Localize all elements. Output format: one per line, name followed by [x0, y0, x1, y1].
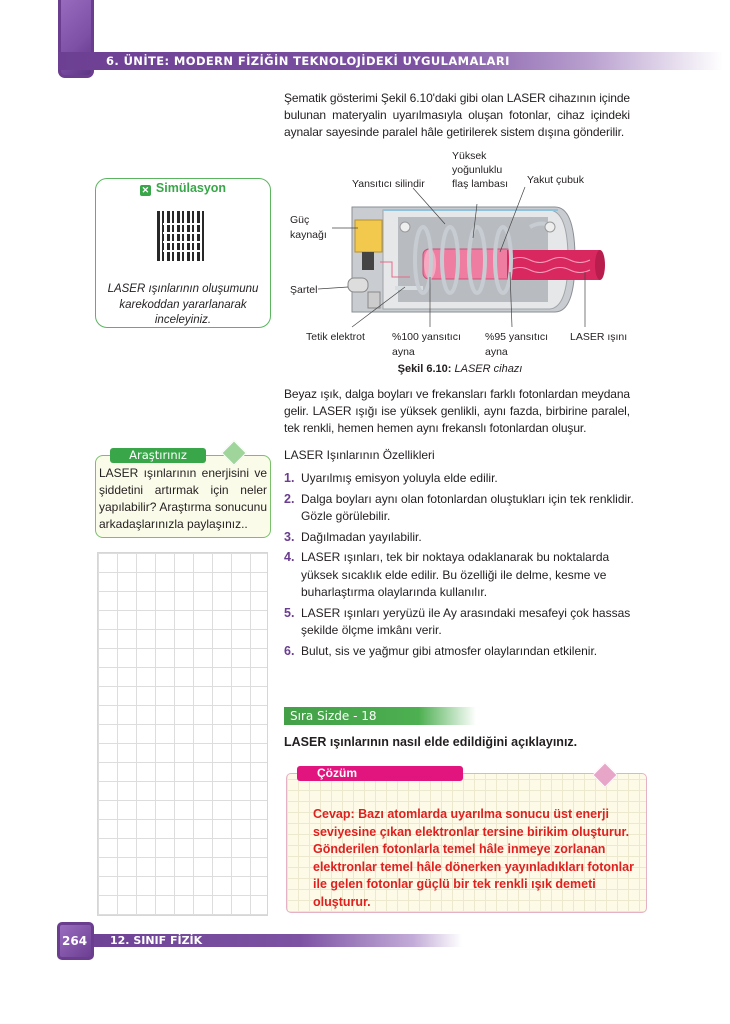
- label-flash-1: Yüksek: [452, 150, 487, 162]
- list-item: [284, 470, 634, 488]
- item-number: 1.: [284, 471, 295, 485]
- intro-paragraph: Şematik gösterimi Şekil 6.10'daki gibi olan LASER cihazının içinde bulunan materyalin uyarılmasıyla oluşan fotonlar, cihaz içindeki aynalar sayesinde paralel hâle getirilerek sistem dışına gönderilir.: [284, 91, 630, 139]
- exercise-title: Sıra Sizde - 18: [284, 707, 476, 725]
- label-flash-3: flaş lambası: [452, 178, 509, 190]
- laser-diagram: [280, 142, 640, 364]
- label-mirror100-1: %100 yansıtıcı: [392, 331, 461, 343]
- item-text: Bulut, sis ve yağmur gibi atmosfer olaylarından etkilenir.: [301, 643, 598, 658]
- item-text: Dalga boyları aynı olan fotonlardan oluştukları için tek renklidir. Gözle görülebilir.: [301, 491, 634, 523]
- notes-grid: [97, 552, 268, 916]
- solution-answer: Cevap: Bazı atomlarda uyarılma sonucu üst enerji seviyesine çıkan elektronlar tersine birikim oluşturur. Gönderilen fotonlarla temel hâle inmeye zorlanan elektronlar temel hâle dönerken yayınladıkları fotonlar ile gelen fotonlar güçlü bir tek renkli ışık demeti oluşturur.: [313, 807, 634, 909]
- laser-device-figure: [280, 142, 640, 364]
- item-text: LASER ışınları yeryüzü ile Ay arasındaki mesafeyi çok hassas şekilde ölçme imkânı verir.: [301, 605, 631, 637]
- label-trigger: Tetik elektrot: [306, 331, 365, 343]
- research-box: [95, 455, 271, 538]
- simulation-heading: [96, 181, 270, 196]
- simulation-icon: ✕: [141, 185, 150, 195]
- label-power-2: kaynağı: [290, 229, 327, 241]
- research-text: LASER ışınlarının enerjisini ve şiddetini artırmak için neler yapılabilir? Araştırma sonucunu arkadaşlarınızla paylaşınız..: [99, 466, 267, 531]
- label-power-1: Güç: [290, 214, 310, 226]
- caption-number: Şekil 6.10:: [397, 363, 452, 375]
- item-text: LASER ışınları, tek bir noktaya odaklanarak bu noktalarda yüksek sıcaklık elde edilir. Bu özelliği ile delme, kesme ve buharlaştırma olaylarında kullanılır.: [301, 550, 610, 599]
- label-mirror95-2: ayna: [485, 346, 508, 358]
- item-text: Uyarılmış emisyon yoluyla elde edilir.: [301, 471, 498, 485]
- features-heading: LASER Işınlarının Özellikleri: [284, 448, 435, 462]
- label-mirror95-1: %95 yansıtıcı: [485, 331, 549, 343]
- switch: [348, 278, 368, 292]
- power-supply: [355, 220, 382, 252]
- research-title: Araştırınız: [110, 448, 206, 463]
- list-item: [284, 529, 634, 547]
- page-number: 264: [62, 934, 88, 948]
- simulation-box: [95, 178, 271, 328]
- simulation-text: LASER ışınlarının oluşumunu karekoddan yararlanarak inceleyiniz.: [107, 283, 259, 326]
- item-number: 6.: [284, 643, 295, 658]
- list-item: [284, 549, 634, 602]
- item-number: 4.: [284, 550, 295, 564]
- figure-caption: [280, 363, 640, 375]
- exercise-question: LASER ışınlarının nasıl elde edildiğini açıklayınız.: [284, 735, 578, 749]
- item-number: 3.: [284, 529, 295, 544]
- list-item: [284, 605, 634, 640]
- item-number: 5.: [284, 605, 295, 620]
- simulation-title: Simülasyon: [155, 181, 227, 195]
- label-beam: LASER ışını: [570, 331, 628, 343]
- qr-code[interactable]: [157, 211, 207, 261]
- book-title: 12. SINIF FİZİK: [110, 934, 203, 947]
- label-ruby: Yakut çubuk: [527, 174, 585, 186]
- label-mirror100-2: ayna: [392, 346, 415, 358]
- list-item: [284, 643, 634, 661]
- unit-title: 6. ÜNİTE: MODERN FİZİĞİN TEKNOLOJİDEKİ UYGULAMALARI: [106, 54, 510, 68]
- features-list: [284, 470, 634, 663]
- laser-beam: [507, 250, 600, 280]
- list-item: [284, 491, 634, 526]
- item-number: 2.: [284, 491, 295, 506]
- connector: [362, 252, 374, 270]
- label-flash-2: yoğunluklu: [452, 164, 503, 176]
- label-switch: Şartel: [290, 284, 318, 296]
- caption-text: LASER cihazı: [454, 363, 523, 375]
- white-light-paragraph: Beyaz ışık, dalga boyları ve frekansları farklı fotonlardan meydana gelir. LASER ışığı ise yüksek genlikli, aynı fazda, birbirine paralel, tek renkli, hemen hemen aynı frekanslı fotonlardan oluşur.: [284, 387, 630, 435]
- item-text: Dağılmadan yayılabilir.: [301, 529, 422, 544]
- label-cylinder: Yansıtıcı silindir: [352, 178, 425, 190]
- solution-label: Çözüm: [297, 766, 463, 781]
